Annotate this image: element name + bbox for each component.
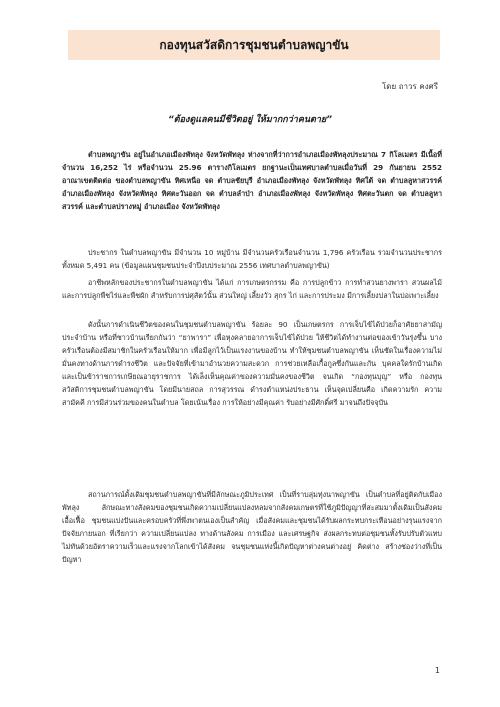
paragraph-4 bbox=[62, 318, 442, 409]
paragraph-2-text: ประชากร ในตำบลพญาขัน มีจำนวน 10 หมู่บ้าน มีจำนวนครัวเรือนจำนวน 1,796 ครัวเรือน รวมจำนวนประชากรทั้งหมด 5,491 คน (ข้อมูลแผนชุมชนประจำปีงบประมาณ 2556 เทศบาลตำบลพญาขัน) bbox=[62, 248, 442, 270]
paragraph-1-text: ตำบลพญาขัน อยู่ในอำเภอเมืองพัทลุง จังหวัดพัทลุง ห่างจากที่ว่าการอำเภอเมืองพัทลุงประมาณ 7 กิโลเมตร มีเนื้อที่จำนวน 16,252 ไร่ หรือจำนวน 25.96 ตารางกิโลเมตร ยกฐานะเป็นเทศบาลตำบลเมื่อวันที่ 29 กันยายน 2552 อาณาเขตติดต่อ ของตำบลพญาขัน ทิศเหนือ จด ตำบลชัยบุรี อำเภอเมืองพัทลุง จังหวัดพัทลุง ทิศใต้ จด ตำบลลูหาสวรรค์ อำเภอเมืองพัทลุง จังหวัดพัทลุง ทิศตะวันออก จด ตำบลลำป่า อำเภอเมืองพัทลุง จังหวัดพัทลุง ทิศตะวันตก จด ตำบลลูหาสวรรค์ และตำบลปรางหมู่ อำเภอเมือง จังหวัดพัทลุง bbox=[62, 150, 442, 211]
paragraph-1 bbox=[62, 148, 442, 213]
paragraph-3-text: อาชีพหลักของประชากรในตำบลพญาขัน ได้แก่ การเกษตรกรรม คือ การปลูกข้าว การทำสวนยางพารา สวนผลไม้ และการปลูกพืชไร่และพืชผัก สำหรับการปศุสัตว์นั้น ส่วนใหญ่ เลี้ยงวัว สุกร ไก่ และการประมง มีการเลี้ยงปลาในบ่อเพาะเลี้ยง bbox=[62, 278, 442, 300]
page-number: 1 bbox=[434, 666, 440, 675]
paragraph-2 bbox=[62, 246, 442, 272]
paragraph-4-text: ดังนั้นการดำเนินชีวิตของคนในชุมชนตำบลพญาขัน ร้อยละ 90 เป็นเกษตรกร การเจ็บไข้ได้ป่วยก็อาศัยยาสามัญประจำบ้าน หรือที่ชาวบ้านเรียกกันว่า “ยาพารา” เพื่อหุงคลายอาการเจ็บไข้ได้ป่วย ให้ชีวิตได้ทำงานต่อของเข้าวันรุ่งขึ้น บางครัวเรือนต้องมีสมาชิกในครัวเรือนให้มาก เพื่อมีลูกไว้เป็นแรงงานของบ้าน ทำให้ชุมชนตำบลพญาขัน เห็นชัดในเรื่องความไม่มั่นคงทางด้านการดำรงชีวิต และปัจจัยที่เข้ามาอำนวยความสะดวก การช่วยเหลือเกื้อกูลซึ่งกันและกัน บุคคลใดรักบ้านเกิด และเป็นข้าราชการเกษียณอายุราชการ ได้เล็งเห็นคุณค่าของความมั่นคงของชีวิต จนเกิด “กองทุนบุญ” หรือ กองทุนสวัสดิการชุมชนตำบลพญาขัน โดยมีนายสถล การสุวรรณ ดำรงตำแหน่งประธาน เห็นจุดเปลี่ยนคือ เกิดความรัก ความสามัคคี การมีส่วนร่วมของคนในตำบล โดยเน้นเรื่อง การให้อย่างมีคุณค่า รับอย่างมีศักดิ์ศรี มาจนถึงปัจจุบัน bbox=[62, 320, 442, 407]
document-title: กองทุนสวัสดิการชุมชนตำบลพญาขัน bbox=[68, 30, 440, 60]
paragraph-3 bbox=[62, 276, 442, 302]
quote-line: “ต้องดูแลคนมีชีวิตอยู่ ให้มากกว่าคนตาย” bbox=[168, 115, 332, 125]
paragraph-5-text: สถานการณ์ดั้งเดิมชุมชนตำบลพญาขันที่มีลักษณะภูมิประเทศ เป็นที่ราบลุ่มทุ่งนาพญาขัน เป็นตำบลที่อยู่ติดกับเมืองพัทลุง ลักษณะทางสังคมของชุมชนเกิดความเปลี่ยนแปลงหลมจากสังคมเกษตรที่ใช้ภูมิปัญญาที่สะสมมาตั้งเดิมเป็นสังคมเอื้อเฟื้อ ชุมชนแบ่งปันและครอบครัวที่พึ่งพาตนเองเป็นสำคัญ เมื่อสังคมและชุมชนได้รับผลกระทบกระเทือนอย่างรุนแรงจากปัจจัยภายนอก ที่เรียกว่า ความเปลี่ยนแปลง ทางด้านสังคม การเมือง และเศรษฐกิจ ส่งผลกระทบต่อชุมชนทั้งรับปรับตัวแทบไม่ทันด้วยอัตราความเร็วและแรงจากโลกเข้าได้สังคม จนชุมชนแห่งนี้เกิดปัญหาต่างคนต่างอยู่ คิดต่าง สร้างช่องว่างที่เป็นปัญหา bbox=[62, 490, 442, 564]
paragraph-5 bbox=[62, 488, 442, 566]
author-line: โดย ถาวร คงศรี bbox=[381, 82, 438, 91]
